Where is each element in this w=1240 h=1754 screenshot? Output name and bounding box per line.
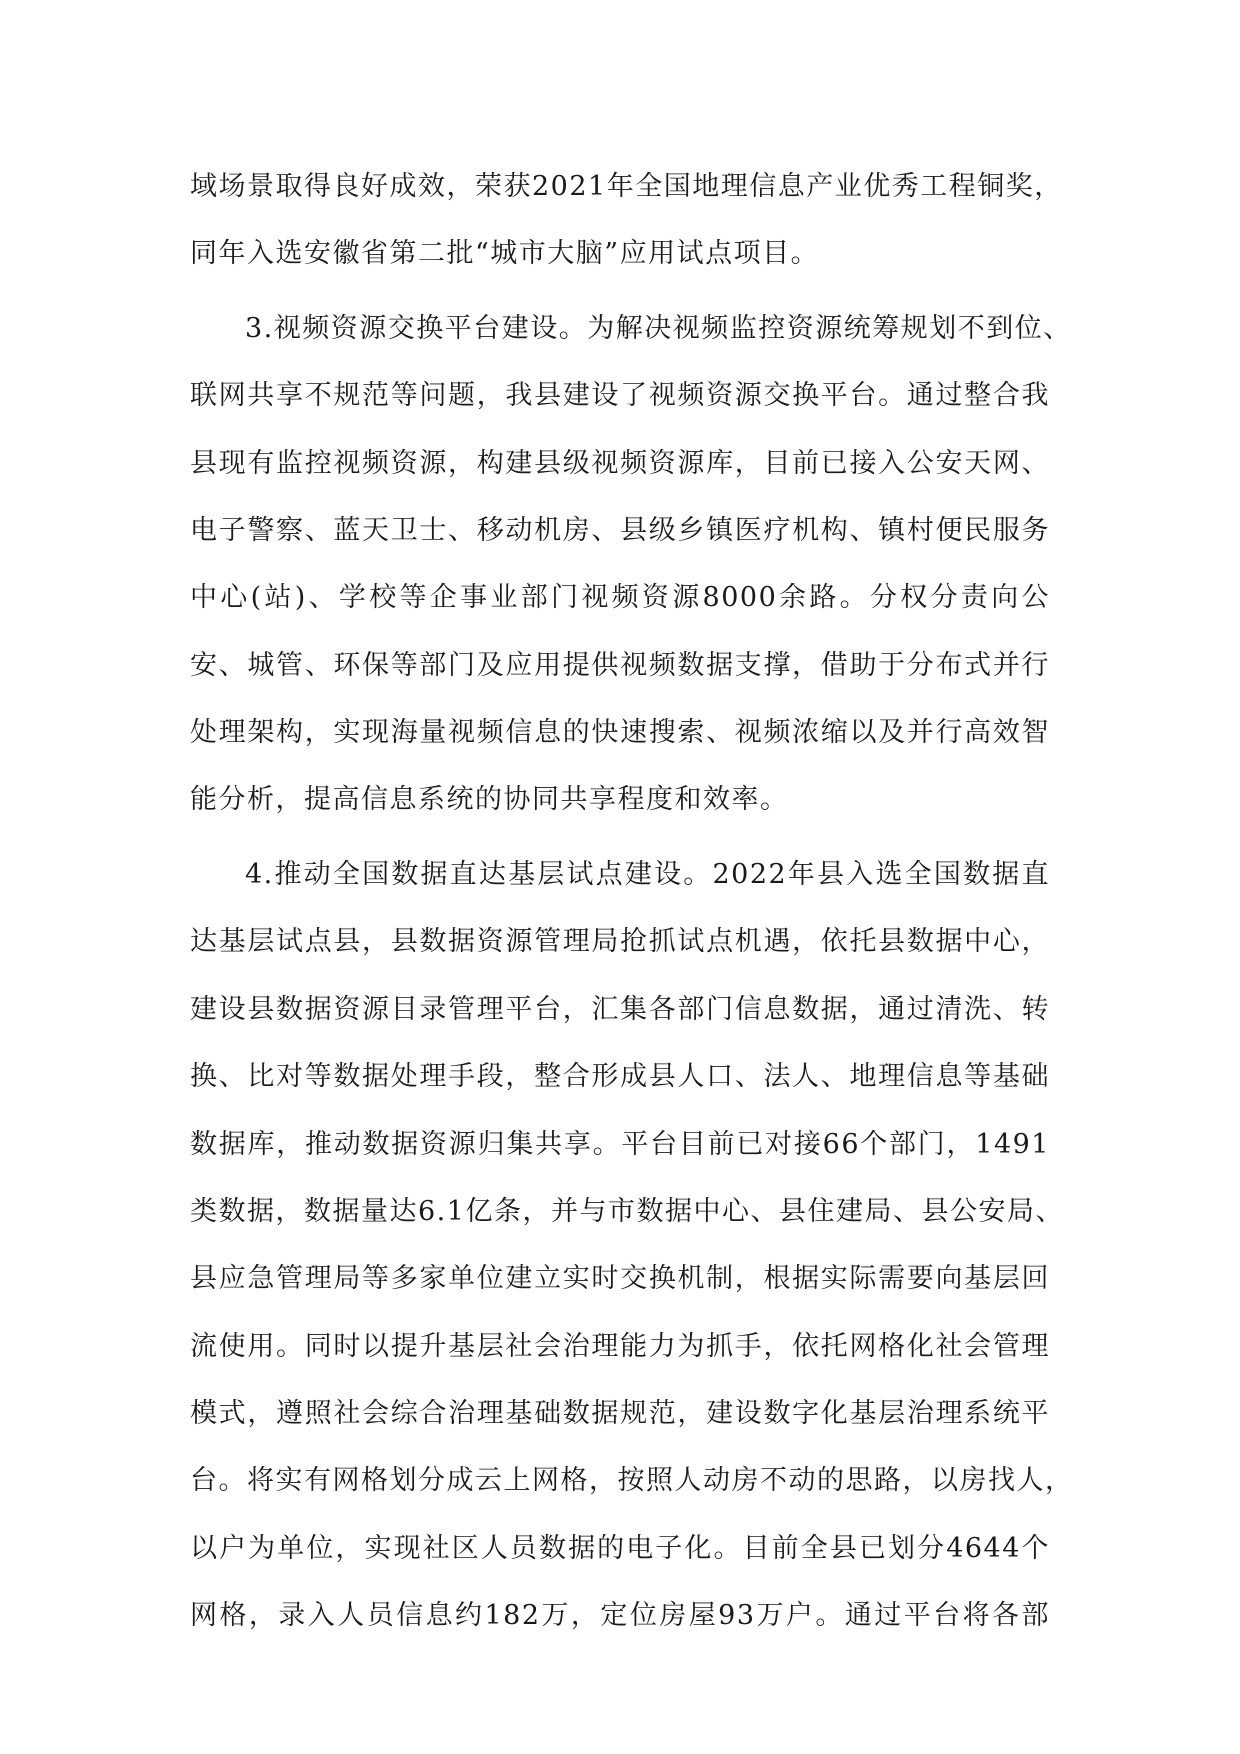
paragraph-line: 联网共享不规范等问题，我县建设了视频资源交换平台。通过整合我: [190, 380, 1050, 411]
section-heading-line: 4.推动全国数据直达基层试点建设。2022年县入选全国数据直: [245, 859, 1050, 890]
paragraph-line: 县现有监控视频资源，构建县级视频资源库，目前已接入公安天网、: [190, 448, 1050, 479]
paragraph-line: 模式，遵照社会综合治理基础数据规范，建设数字化基层治理系统平: [190, 1398, 1050, 1429]
paragraph-line: 达基层试点县，县数据资源管理局抢抓试点机遇，依托县数据中心，: [190, 926, 1050, 957]
paragraph-line: 流使用。同时以提升基层社会治理能力为抓手，依托网格化社会管理: [190, 1331, 1050, 1362]
paragraph-line: 域场景取得良好成效，荣获2021年全国地理信息产业优秀工程铜奖，: [190, 171, 1063, 202]
paragraph-line: 同年入选安徽省第二批“城市大脑”应用试点项目。: [190, 238, 820, 269]
section-heading-line: 3.视频资源交换平台建设。为解决视频监控资源统筹规划不到位、: [245, 313, 1072, 344]
paragraph-line: 能分析，提高信息系统的协同共享程度和效率。: [190, 784, 789, 815]
paragraph-line: 中心(站)、学校等企事业部门视频资源8000余路。分权分责向公: [190, 582, 1050, 613]
paragraph-line: 换、比对等数据处理手段，整合形成县人口、法人、地理信息等基础: [190, 1061, 1050, 1092]
paragraph-line: 安、城管、环保等部门及应用提供视频数据支撑，借助于分布式并行: [190, 650, 1050, 681]
paragraph-line: 数据库，推动数据资源归集共享。平台目前已对接66个部门，1491: [190, 1129, 1050, 1160]
paragraph-line: 县应急管理局等多家单位建立实时交换机制，根据实际需要向基层回: [190, 1263, 1050, 1294]
paragraph-line: 建设县数据资源目录管理平台，汇集各部门信息数据，通过清洗、转: [190, 994, 1050, 1025]
paragraph-line: 网格，录入人员信息约182万，定位房屋93万户。通过平台将各部: [190, 1600, 1050, 1631]
paragraph-line: 电子警察、蓝天卫士、移动机房、县级乡镇医疗机构、镇村便民服务: [190, 515, 1050, 546]
paragraph-line: 类数据，数据量达6.1亿条，并与市数据中心、县住建局、县公安局、: [190, 1196, 1064, 1227]
paragraph-line: 处理架构，实现海量视频信息的快速搜索、视频浓缩以及并行高效智: [190, 717, 1050, 748]
paragraph-line: 以户为单位，实现社区人员数据的电子化。目前全县已划分4644个: [190, 1533, 1050, 1564]
paragraph-line: 台。将实有网格划分成云上网格，按照人动房不动的思路，以房找人，: [190, 1465, 1074, 1496]
